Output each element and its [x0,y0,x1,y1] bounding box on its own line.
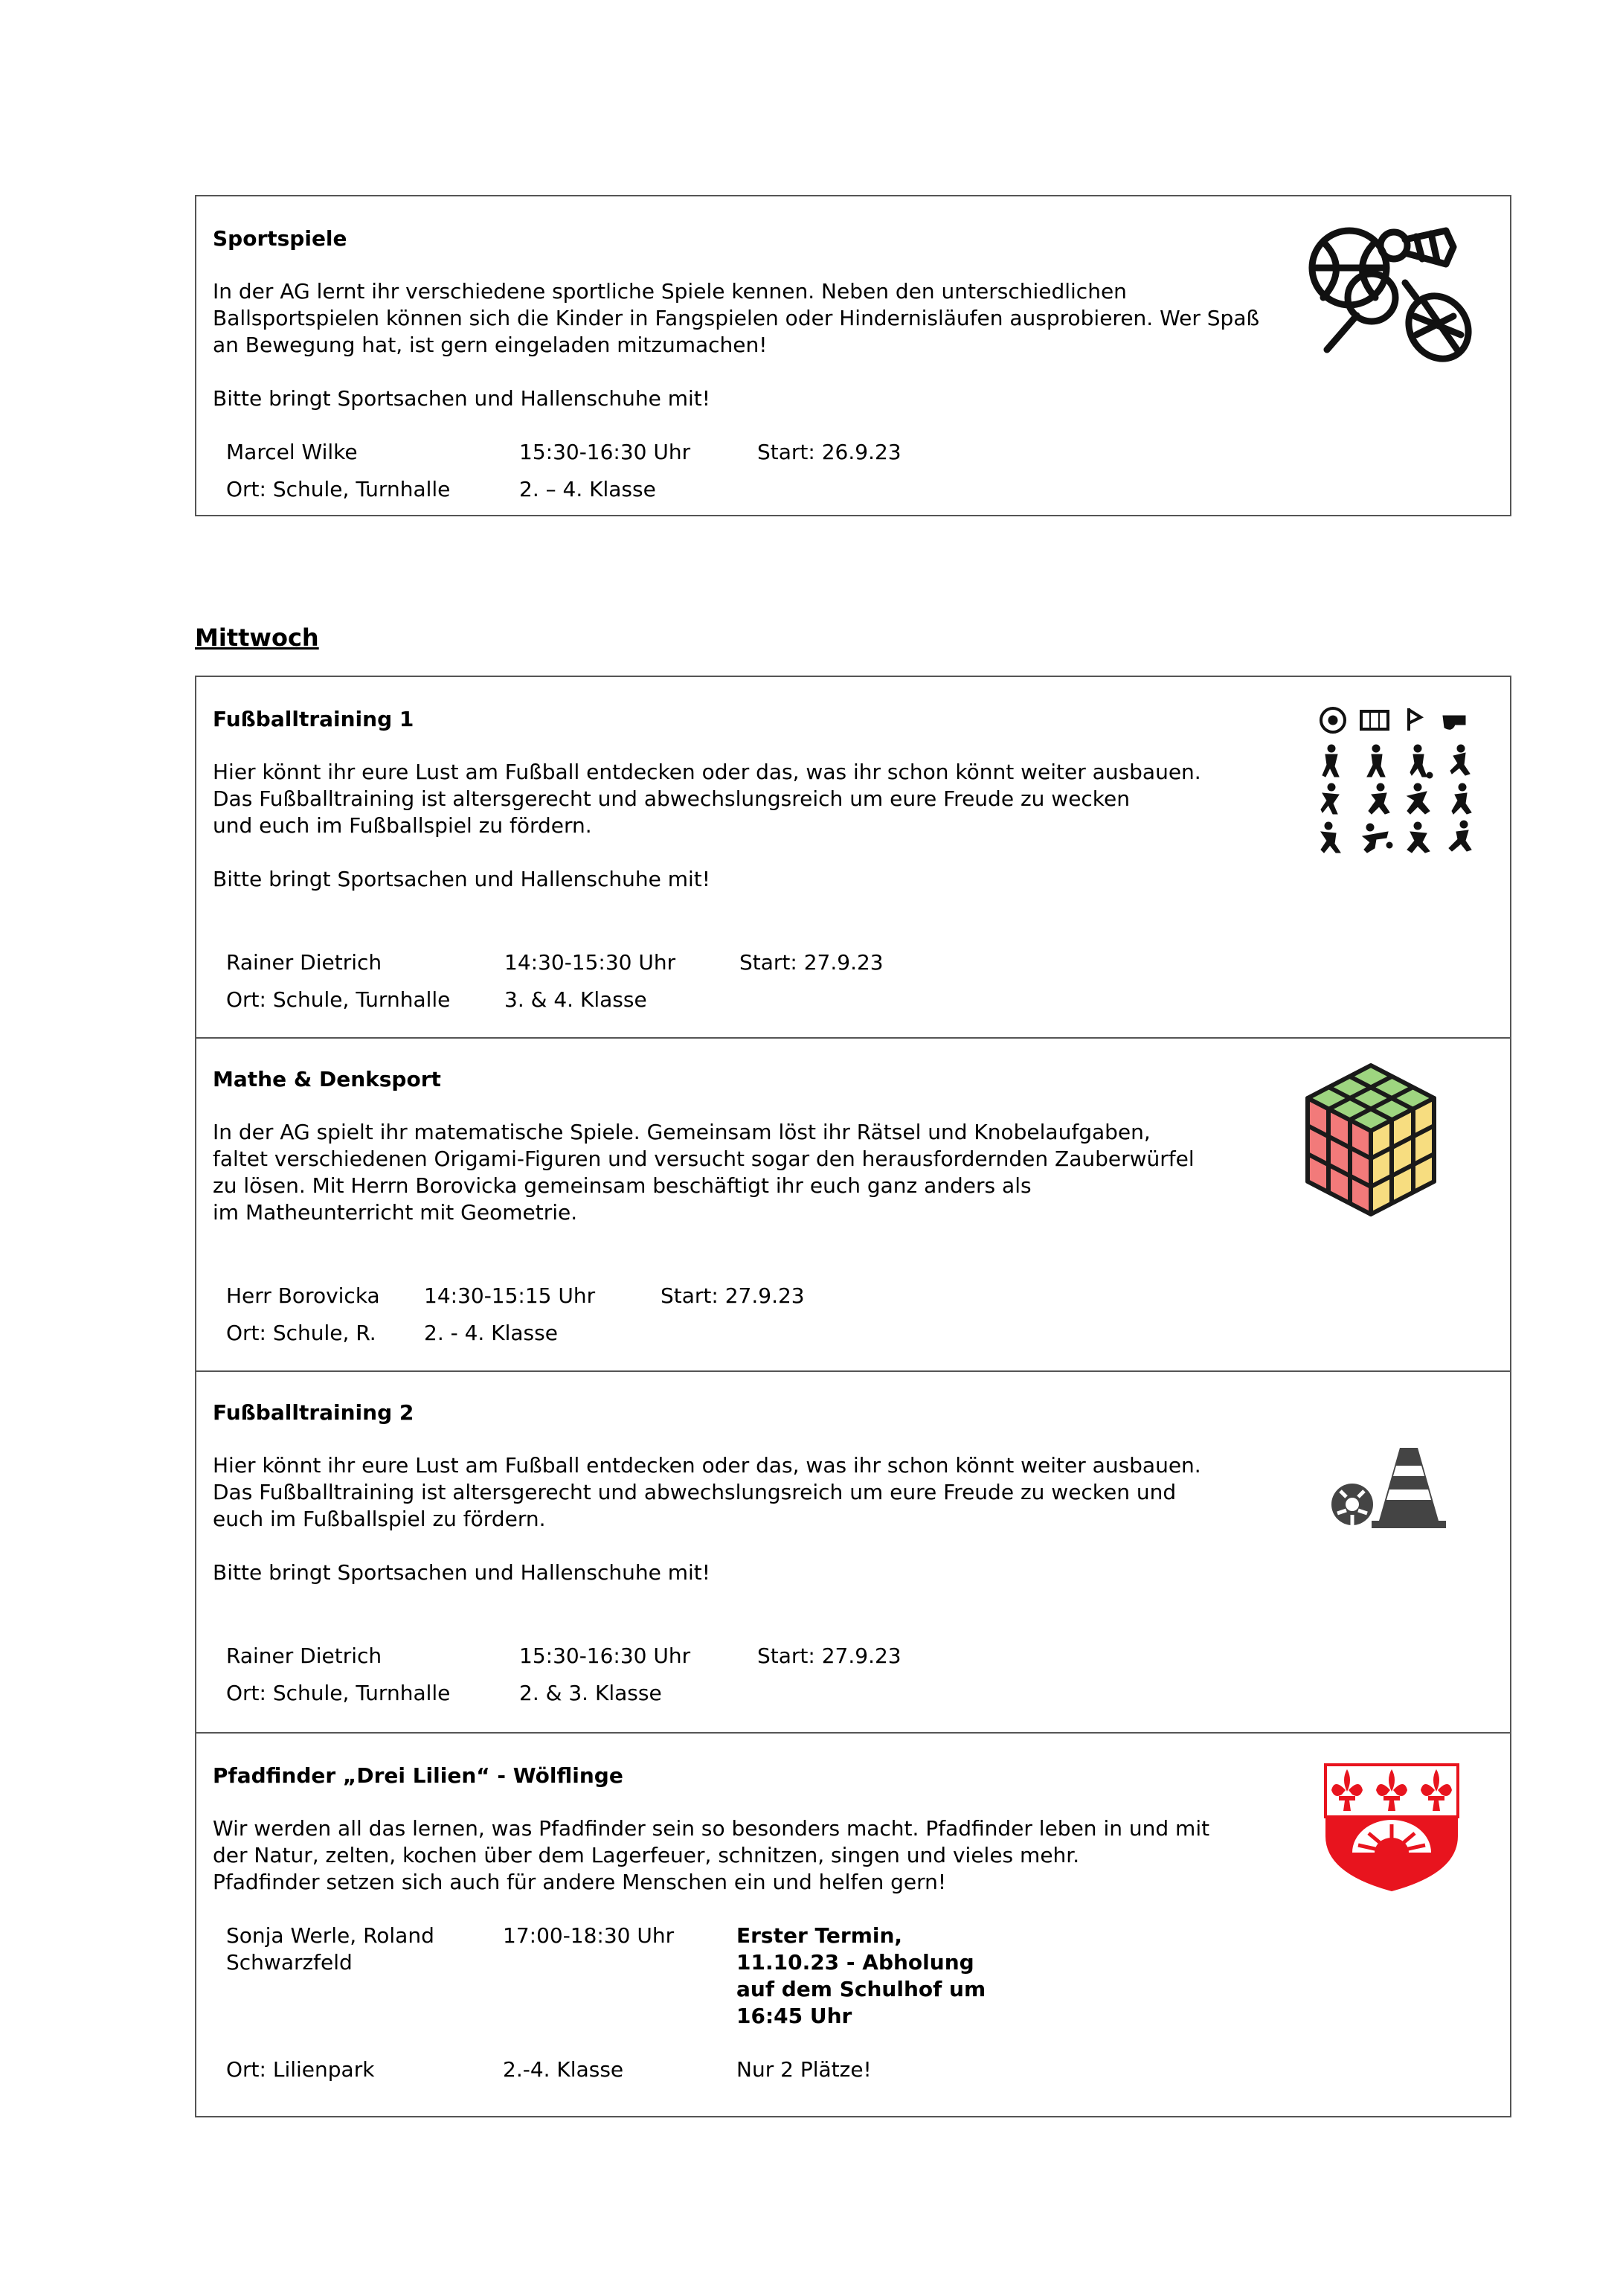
leader: Rainer Dietrich [226,950,382,975]
fussball2-card [196,1370,1510,1734]
description-line: Hier könnt ihr eure Lust am Fußball entdecken oder das, was ihr schon könnt weiter ausbauen. [213,760,1201,784]
leader: Marcel Wilke [226,440,358,464]
fussball1-card [196,677,1510,1037]
place: Ort: Lilienpark [226,2057,375,2082]
description-line: im Matheunterricht mit Geometrie. [213,1200,578,1225]
card-title: Sportspiele [213,226,347,251]
time: 15:30-16:30 Uhr [519,440,691,464]
card-title: Fußballtraining 2 [213,1400,414,1425]
description-line: zu lösen. Mit Herrn Borovicka gemeinsam beschäftigt ihr euch ganz anders als [213,1173,1032,1198]
day-heading: Mittwoch [195,623,319,652]
place: Ort: Schule, Turnhalle [226,987,451,1012]
grade: 2. & 3. Klasse [519,1681,662,1705]
appointment-line: auf dem Schulhof um [736,1977,986,2001]
description-line: euch im Fußballspiel zu fördern. [213,1507,546,1531]
description-line: der Natur, zelten, kochen über dem Lagerfeuer, schnitzen, singen und vieles mehr. [213,1843,1080,1867]
card-description [213,759,1284,893]
appointment-line: 11.10.23 - Abholung [736,1950,974,1975]
grade: 2. – 4. Klasse [519,477,656,501]
card-description [213,1452,1284,1586]
grade: 3. & 4. Klasse [504,987,647,1012]
description-line: faltet verschiedenen Origami-Figuren und versucht sogar den herausfordernden Zauberwürfel [213,1147,1195,1171]
sportspiele-card [195,195,1511,516]
place: Ort: Schule, Turnhalle [226,477,451,501]
mathe-card [196,1037,1510,1372]
time: 15:30-16:30 Uhr [519,1644,691,1668]
pfadfinder-card [196,1732,1510,2120]
sports-equipment-icon [1305,223,1476,372]
description-line: Das Fußballtraining ist altersgerecht und abwechslungsreich um eure Freude zu wecken [213,786,1130,811]
description-line: Hier könnt ihr eure Lust am Fußball entdecken oder das, was ihr schon könnt weiter ausbauen. [213,1453,1201,1478]
football-pictograms-icon [1318,705,1474,854]
description-line: Das Fußballtraining ist altersgerecht und abwechslungsreich um eure Freude zu wecken und [213,1480,1177,1504]
bring-note: Bitte bringt Sportsachen und Hallenschuhe mit! [213,867,710,891]
description-line: Wir werden all das lernen, was Pfadfinder sein so besonders macht. Pfadfinder leben in und mit [213,1816,1210,1841]
time: 14:30-15:30 Uhr [504,950,676,975]
description-line: In der AG spielt ihr matematische Spiele. Gemeinsam löst ihr Rätsel und Knobelaufgaben, [213,1120,1151,1144]
start-date: Start: 27.9.23 [739,950,884,975]
time: 17:00-18:30 Uhr [503,1923,675,1948]
card-description [213,278,1284,412]
leader-line: Sonja Werle, Roland [226,1923,434,1948]
grade: 2. - 4. Klasse [424,1321,558,1345]
description-text: In der AG lernt ihr verschiedene sportliche Spiele kennen. Neben den unterschiedlichen Ballsportspielen können sich die Kinder in Fangspielen oder Hindernisläufen ausprobieren. Wer Spaß an Bewegung hat, ist gern eingeladen mitzumachen! [213,279,1260,357]
time: 14:30-15:15 Uhr [424,1283,596,1308]
leader-line: Schwarzfeld [226,1950,353,1975]
bring-note: Bitte bringt Sportsachen und Hallenschuhe mit! [213,386,710,411]
leader [226,1923,434,1976]
ball-and-cone-icon [1327,1443,1446,1533]
appointment-line: 16:45 Uhr [736,2004,852,2028]
place: Ort: Schule, Turnhalle [226,1681,451,1705]
start-date: Start: 27.9.23 [757,1644,902,1668]
start-date: Start: 27.9.23 [661,1283,805,1308]
card-description [213,1815,1284,1896]
wednesday-table [195,676,1511,2117]
card-title: Fußballtraining 1 [213,707,414,731]
first-appointment [736,1923,986,2030]
rubiks-cube-icon [1300,1061,1442,1225]
three-lilies-crest-icon [1322,1762,1461,1893]
leader: Rainer Dietrich [226,1644,382,1668]
grade: 2.-4. Klasse [503,2057,624,2082]
description-line: und euch im Fußballspiel zu fördern. [213,813,592,838]
appointment-line: Erster Termin, [736,1923,903,1948]
places-note: Nur 2 Plätze! [736,2057,872,2082]
card-title: Mathe & Denksport [213,1067,441,1091]
bring-note: Bitte bringt Sportsachen und Hallenschuhe mit! [213,1560,710,1585]
leader: Herr Borovicka [226,1283,380,1308]
card-title: Pfadfinder „Drei Lilien“ - Wölflinge [213,1763,623,1788]
place: Ort: Schule, R. [226,1321,376,1345]
description-line: Pfadfinder setzen sich auch für andere Menschen ein und helfen gern! [213,1870,947,1894]
start-date: Start: 26.9.23 [757,440,902,464]
card-description [213,1119,1284,1226]
